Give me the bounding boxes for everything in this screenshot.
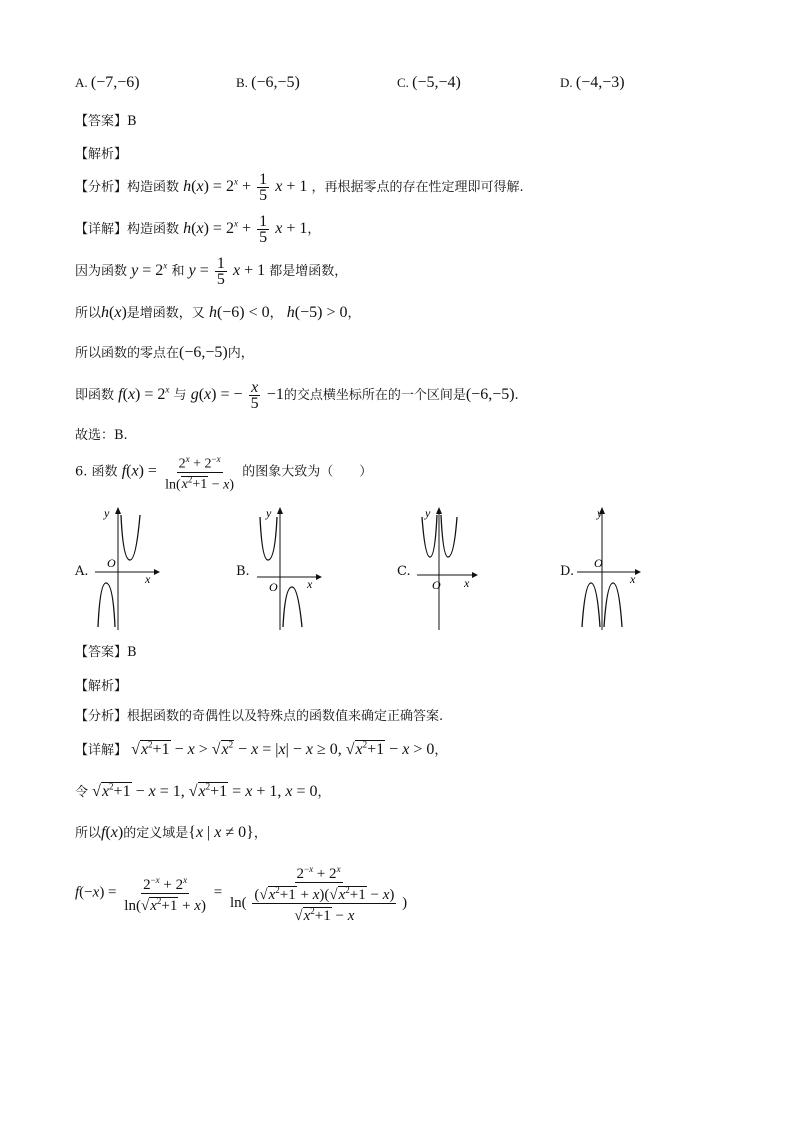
option-b: B. (−6,−5) bbox=[236, 74, 300, 91]
increasing-line: 因为函数 $y = 2^x$ 和 y = $\frac{1}{5}$ x + 1 都是增函数， bbox=[75, 255, 348, 288]
graph-d bbox=[575, 505, 645, 630]
axis-y-label: y bbox=[597, 506, 603, 520]
origin-label: O bbox=[269, 580, 278, 594]
q6-domain-line: 所以f(x)的定义域是{x | x ≠ 0}， bbox=[75, 824, 267, 841]
graph-d-label: D. bbox=[560, 564, 575, 579]
graph-b-label: B. bbox=[236, 564, 250, 579]
q6-xiangjie-line: 【详解】 $√x^2+1 - x > √x^2 - x = |x| - x \ge 0$, $√x^2+1 - x > 0$， bbox=[75, 739, 448, 758]
q6-f-neg-x: f(−x) = $\frac{2^{-x} + 2^x}{\ln(√x^2+1 + x)}$ = $2^{-x} + 2^x$ ln( $\frac{(√x^2+1 + x)(√x^2+1 - x)}{√x^2+1 - x}$ ) bbox=[75, 864, 408, 924]
q6-ling-line: 令 $√x^2+1 - x = 1$, $√x^2+1 = x + 1$, x = 0， bbox=[75, 781, 331, 800]
graph-c-label: C. bbox=[397, 564, 411, 579]
q6-stem: 6. 函数 f(x) = $\frac{2^x + 2^{-x}}{\ln(x^2+1 - x)}$ 的图象大致为（ ） bbox=[75, 454, 373, 493]
option-d: D. (−4,−3) bbox=[560, 74, 625, 91]
answer-tag: 【答案】B bbox=[75, 114, 137, 129]
analysis-tag: 【解析】 bbox=[75, 147, 128, 162]
axis-y-label: y bbox=[425, 506, 431, 520]
q6-answer-tag: 【答案】B bbox=[75, 645, 137, 660]
q6-fenxi: 【分析】根据函数的奇偶性以及特殊点的函数值来确定正确答案. bbox=[75, 709, 444, 724]
axis-x-label: x bbox=[145, 572, 151, 586]
graph-c bbox=[412, 505, 482, 630]
origin-label: O bbox=[594, 556, 603, 570]
axis-x-label: x bbox=[464, 576, 470, 590]
option-c: C. (−5,−4) bbox=[397, 74, 461, 91]
graph-a bbox=[90, 505, 160, 630]
axis-y-label: y bbox=[266, 506, 272, 520]
axis-x-label: x bbox=[307, 577, 313, 591]
intersection-line: 即函数 $f(x) = 2^x$ 与 g(x) = − $\frac{x}{5}$ −1的交点横坐标所在的一个区间是(−6,−5). bbox=[75, 379, 519, 412]
choose-line: 故选：B. bbox=[75, 428, 128, 443]
graph-b bbox=[252, 505, 322, 630]
axis-x-label: x bbox=[630, 572, 636, 586]
option-a: A. (−7,−6) bbox=[75, 74, 140, 91]
hx-line: 所以h(x)是增函数，又 h(−6) < 0， h(−5) > 0， bbox=[75, 304, 361, 321]
origin-label: O bbox=[432, 578, 441, 592]
q6-analysis-tag: 【解析】 bbox=[75, 679, 128, 694]
xiangjie-line: 【详解】构造函数 $h(x) = 2^x$ + $\frac{1}{5}$ x + 1， bbox=[75, 213, 321, 246]
axis-y-label: y bbox=[104, 506, 110, 520]
fenxi-line: 【分析】构造函数 $h(x) = 2^x$ + $\frac{1}{5}$ x + 1 ，再根据零点的存在性定理即可得解. bbox=[75, 171, 524, 204]
graph-a-label: A. bbox=[75, 564, 89, 579]
origin-label: O bbox=[107, 556, 116, 570]
zero-line: 所以函数的零点在(−6,−5)内， bbox=[75, 344, 254, 361]
